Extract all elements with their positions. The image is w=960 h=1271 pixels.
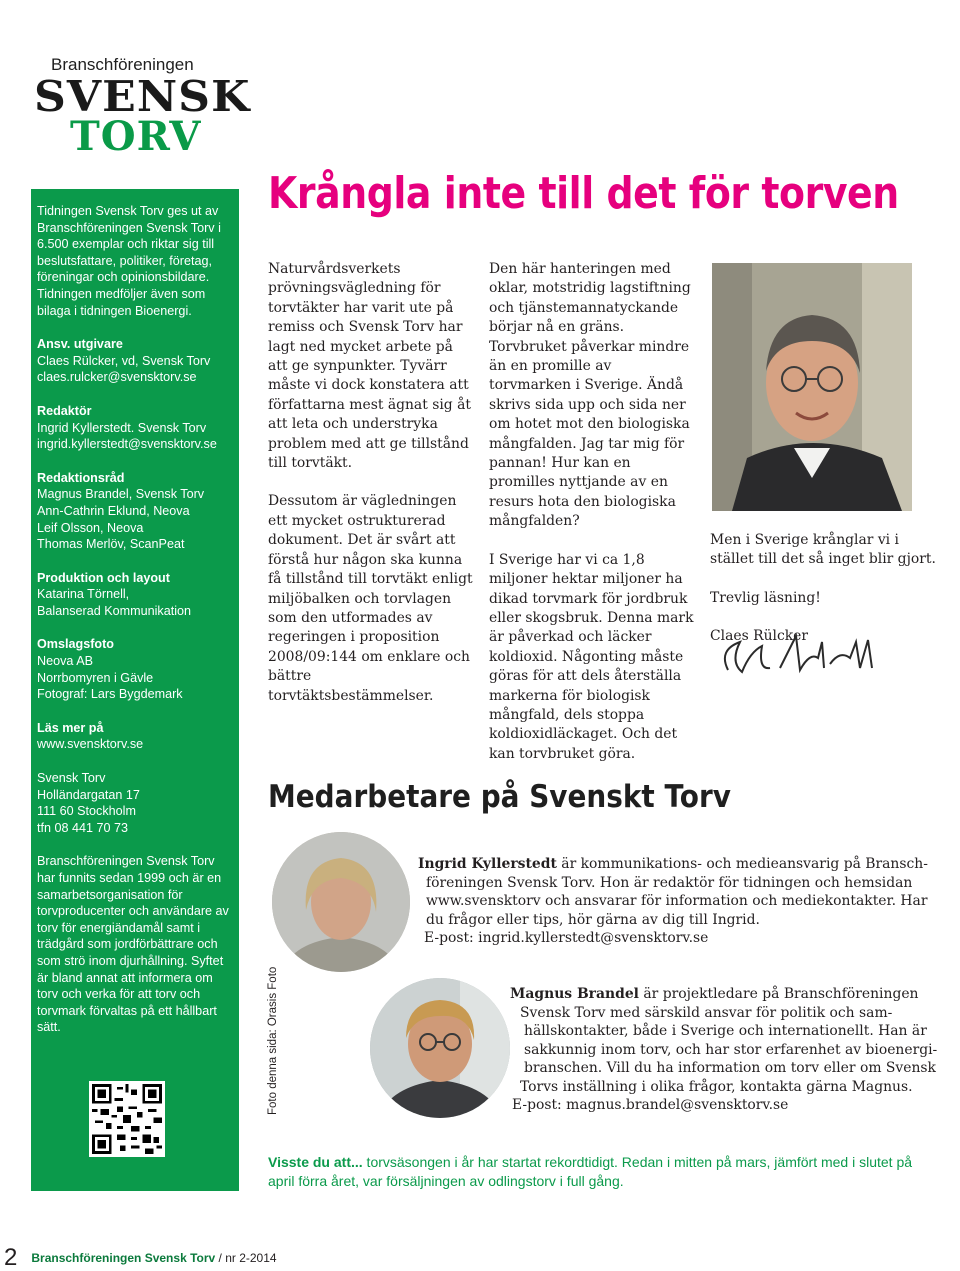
footer-publication: Branschföreningen Svensk Torv xyxy=(31,1251,216,1265)
bio-ingrid-name: Ingrid Kyllerstedt xyxy=(418,856,557,872)
qr-code-graphic xyxy=(92,1084,162,1154)
redaktionsrad-member: Thomas Merlöv, ScanPeat xyxy=(37,537,185,552)
redaktor-label: Redaktör xyxy=(37,403,92,418)
portrait-illustration xyxy=(370,978,510,1118)
magnus-portrait-photo xyxy=(370,978,510,1118)
lasmer-label: Läs mer på xyxy=(37,720,104,735)
omslag-line: Fotograf: Lars Bygdemark xyxy=(37,687,183,702)
produktion-line: Balanserad Kommunikation xyxy=(37,603,192,618)
produktion-label: Produktion och layout xyxy=(37,570,170,585)
article-paragraph: Men i Sverige krånglar vi i stället till det så inget blir gjort. xyxy=(710,532,936,568)
closing-greeting: Trevlig läsning! xyxy=(710,589,821,606)
bio-line xyxy=(418,855,938,874)
redaktionsrad-member: Leif Olsson, Neova xyxy=(37,520,144,535)
address-line: Svensk Torv xyxy=(37,771,106,786)
produktion-block xyxy=(37,570,233,620)
ansv-email[interactable]: claes.rulcker@svensktorv.se xyxy=(37,370,197,385)
ansv-label: Ansv. utgivare xyxy=(37,337,123,352)
omslag-label: Omslagsfoto xyxy=(37,637,114,652)
logo-top-text: Branschföreningen xyxy=(51,55,194,74)
ansv-name: Claes Rülcker, vd, Svensk Torv xyxy=(37,353,211,368)
logo-svensk: SVENSK xyxy=(34,72,251,121)
bio-magnus-text: är projektledare på Branschföreningen xyxy=(638,986,919,1002)
bio-email[interactable]: E-post: magnus.brandel@svensktorv.se xyxy=(512,1097,789,1113)
bio-line: hällskontakter, både i Sverige och internationellt. Han är xyxy=(524,1023,927,1039)
claes-portrait-photo xyxy=(712,263,912,511)
article-paragraph: Den här hanteringen med oklar, motstridig lagstiftning och tjänstemannatyckande börjar nå en gräns. Torvbruket påverkar mindre än en promille av torvmarken i Sverige. Ändå skrivs sida upp och sida ner om hotet mot den biologiska mångfalden. Jag tar mig för pannan! Hur kan en promilles nyttjande av en resurs hota den biologiska mångfalden? xyxy=(489,261,691,530)
article-paragraph: I Sverige har vi ca 1,8 miljoner hektar miljoner ha dikad torvmark för jordbruk eller skogsbruk. Denna mark är påverkad och läcker koldioxid. Någonting måste göras för att dels återställa markerna för biologisk mångfald, dels stoppa koldioxidläckaget. Och det kan torvbruket göra. xyxy=(489,551,694,762)
sidebar-colophon xyxy=(31,189,239,1191)
did-you-know-text: torvsäsongen i år har startat rekordtidigt. Redan i mitten på mars, jämfört med i slutet på april förra året, var försäljningen av odlingstorv i full gång. xyxy=(268,1154,913,1189)
redaktionsrad-label: Redaktionsråd xyxy=(37,470,125,485)
portrait-illustration xyxy=(272,832,410,972)
about-text: Branschföreningen Svensk Torv har funnits sedan 1999 och är en samarbetsorganisation för torvproducenter och användare av torv för energiändamål samt i trädgård som jordförbättrare och som strö inom djurhållning. Syftet är bland annat att informera om torv och verka för att torv och torvmark förvaltas på ett hållbart sätt. xyxy=(37,854,229,1035)
address-line: tfn 08 441 70 73 xyxy=(37,820,129,835)
article-column-2 xyxy=(489,260,694,783)
bio-magnus xyxy=(510,985,940,1115)
bio-line: branschen. Vill du ha information om torv eller om Svensk xyxy=(524,1060,936,1076)
bio-ingrid-text: är kommunikations- och medieansvarig på Bransch- xyxy=(556,856,928,872)
redaktor-email[interactable]: ingrid.kyllerstedt@svensktorv.se xyxy=(37,437,217,452)
article-paragraph: Dessutom är vägledningen ett mycket ostrukturerad dokument. Det är svårt att förstå hur någon ska kunna få tillstånd till torvtäkt enligt miljöbalken och torvlagen som den utformades av regeringen i proposition 2008/09:144 om enklare och bättre torvtäktsbestämmelser. xyxy=(268,493,473,704)
qr-code-icon[interactable] xyxy=(89,1081,165,1157)
bio-line: du frågor eller tips, hör gärna av dig till Ingrid. xyxy=(426,911,760,928)
bio-line: Svensk Torv med särskild ansvar för politik och sam- xyxy=(520,1004,893,1021)
article-paragraph: Naturvårdsverkets prövningsvägledning för torvtäkter har varit ute på remiss och Svensk Torv har lagt ned mycket arbete på att ge synpunkter. Tyvärr måste vi dock konstatera att författarna mest ägnat sig åt att leta och understryka problem med att ge tillstånd till torvtäkt. xyxy=(268,261,471,472)
omslag-line: Norrbomyren i Gävle xyxy=(37,670,154,685)
address-line: 111 60 Stockholm xyxy=(37,804,136,819)
produktion-line: Katarina Törnell, xyxy=(37,587,130,602)
bio-line: sakkunnig inom torv, och har stor erfarenhet av bioenergi- xyxy=(524,1041,938,1058)
logo-torv: TORV xyxy=(70,113,202,160)
page-number: 2 xyxy=(4,1244,18,1271)
lasmer-block xyxy=(37,720,233,753)
bio-line: Torvs inställning i olika frågor, kontakta gärna Magnus. xyxy=(520,1078,913,1095)
website-link[interactable]: www.svensktorv.se xyxy=(37,737,144,752)
author-name: Claes Rülcker xyxy=(710,628,809,645)
redaktionsrad-member: Ann-Cathrin Eklund, Neova xyxy=(37,503,190,518)
bio-line xyxy=(510,985,940,1004)
staff-section-title: Medarbetare på Svenskt Torv xyxy=(268,779,731,815)
signature-image xyxy=(700,612,940,702)
bio-line: www.svensktorv och ansvarar för information och mediekontakter. Har xyxy=(426,893,928,909)
omslag-block xyxy=(37,636,233,702)
redaktionsrad-member: Magnus Brandel, Svensk Torv xyxy=(37,487,205,502)
bio-ingrid xyxy=(418,855,938,948)
redaktionsrad-block xyxy=(37,470,233,553)
did-you-know-lead: Visste du att... xyxy=(268,1154,363,1170)
redaktor-name: Ingrid Kyllerstedt. Svensk Torv xyxy=(37,420,207,435)
sidebar-intro: Tidningen Svensk Torv ges ut av Branschföreningen Svensk Torv i 6.500 exemplar och riktar sig till beslutsfattare, politiker, företag, föreningar och opinionsbildare. Tidningen medföljer även som bilaga i tidningen Bioenergi. xyxy=(37,204,221,318)
bio-email[interactable]: E-post: ingrid.kyllerstedt@svensktorv.se xyxy=(424,930,709,946)
photo-credit: Foto denna sida: Orasis Foto xyxy=(267,966,279,1115)
address-block xyxy=(37,770,233,836)
article-column-1 xyxy=(268,260,473,725)
ingrid-portrait-photo xyxy=(272,832,410,972)
article-headline: Krångla inte till det för torven xyxy=(268,168,899,219)
signature-graphic xyxy=(700,612,940,702)
address-line: Holländargatan 17 xyxy=(37,787,140,802)
bio-line: föreningen Svensk Torv. Hon är redaktör för tidningen och hemsidan xyxy=(426,874,913,891)
logo xyxy=(34,55,251,160)
footer-issue: / nr 2-2014 xyxy=(215,1251,277,1265)
omslag-line: Neova AB xyxy=(37,654,94,669)
portrait-illustration xyxy=(712,263,912,511)
bio-magnus-name: Magnus Brandel xyxy=(510,986,639,1002)
page-footer xyxy=(4,1244,277,1271)
did-you-know xyxy=(268,1153,938,1191)
ansv-block xyxy=(37,336,233,386)
redaktor-block xyxy=(37,403,233,453)
